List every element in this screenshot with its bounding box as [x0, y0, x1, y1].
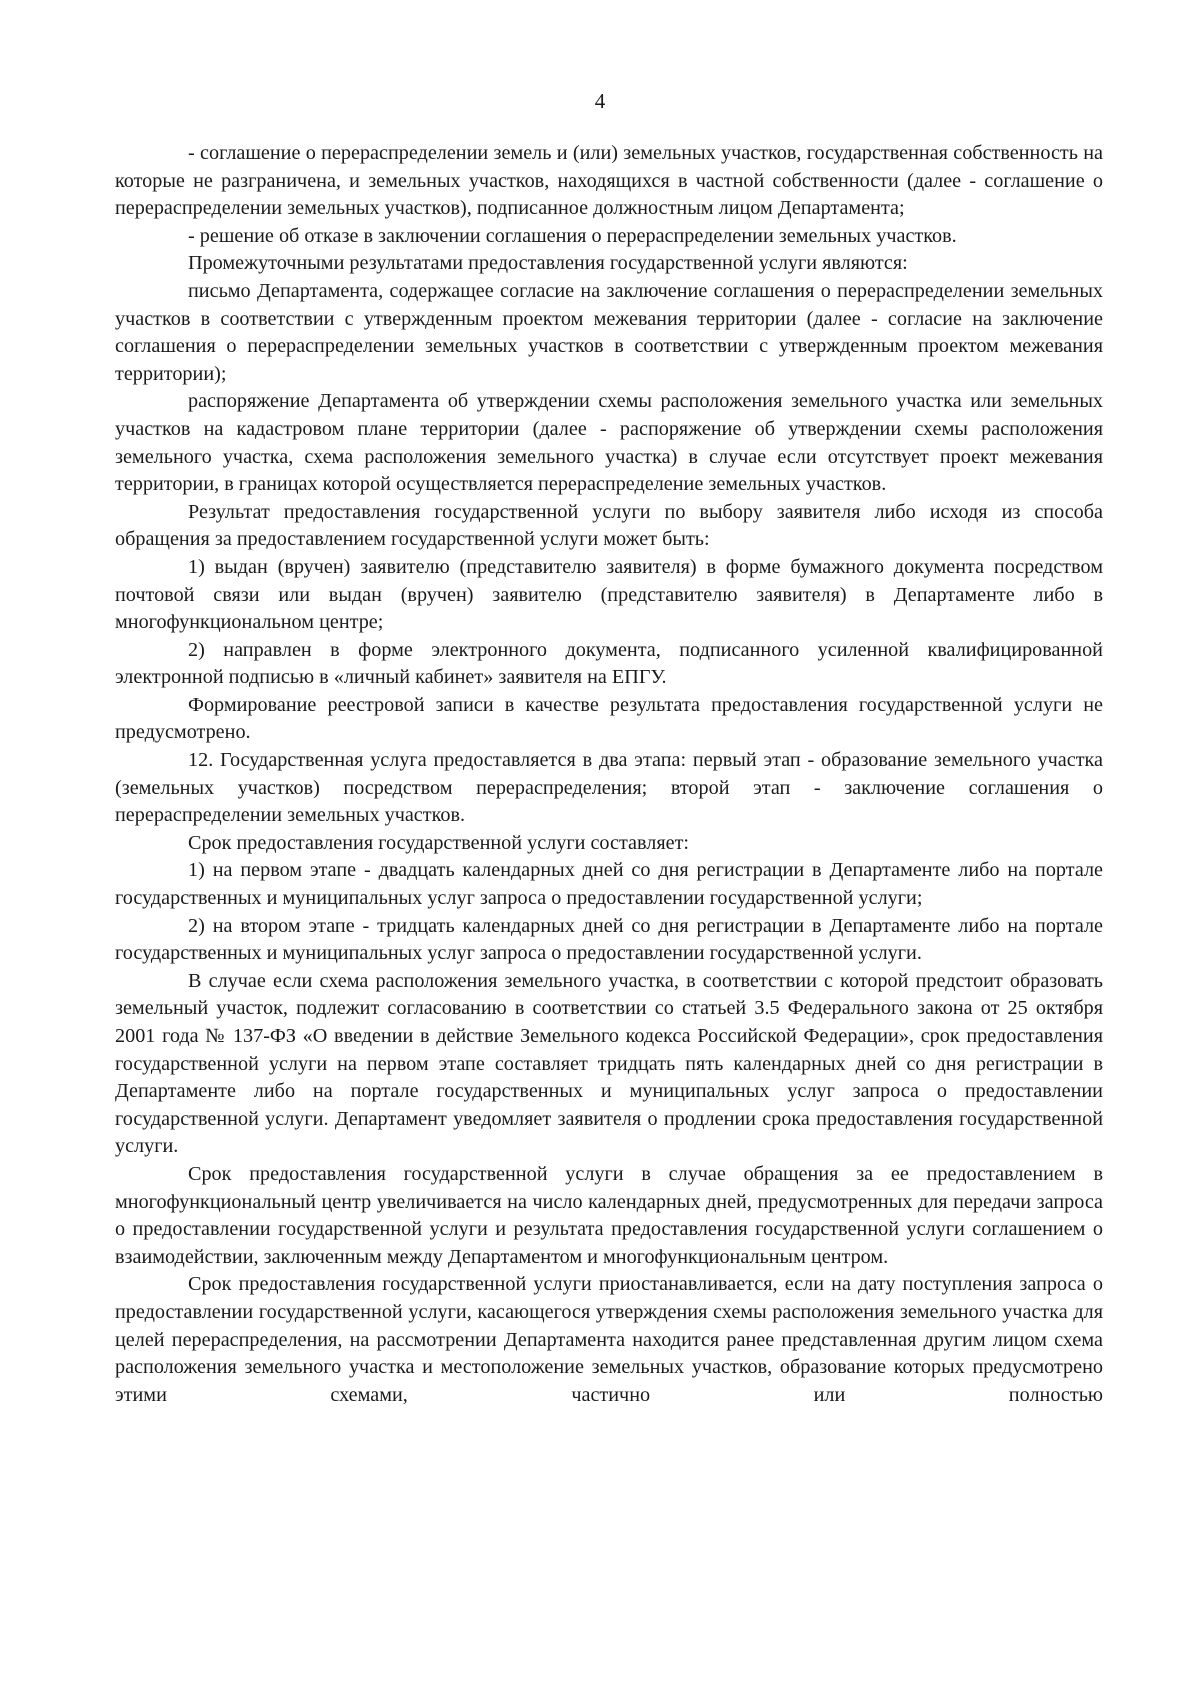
paragraph: В случае если схема расположения земельного участка, в соответствии с которой предстоит образовать земельный участок, подлежит согласованию в соответствии со статьей 3.5 Федерального закона от 25 октября 2001 года № 137-ФЗ «О введении в действие Земельного кодекса Российской Федерации», срок предоставления государственной услуги на первом этапе составляет тридцать пять календарных дней со дня регистрации в Департаменте либо на портале государственных и муниципальных услуг запроса о предоставлении государственной услуги. Департамент уведомляет заявителя о продлении срока предоставления государственной услуги. — [115, 969, 1103, 1158]
paragraph: Результат предоставления государственной услуги по выбору заявителя либо исходя из способа обращения за предоставлением государственной услуги может быть: — [115, 500, 1103, 551]
paragraph: Формирование реестровой записи в качестве результата предоставления государственной услуги не предусмотрено. — [115, 693, 1103, 744]
paragraph: 2) направлен в форме электронного документа, подписанного усиленной квалифицированной электронной подписью в «личный кабинет» заявителя на ЕПГУ. — [115, 638, 1103, 689]
document-body — [115, 140, 1103, 1409]
paragraph: 1) на первом этапе - двадцать календарных дней со дня регистрации в Департаменте либо на портале государственных и муниципальных услуг запроса о предоставлении государственной услуги; — [115, 859, 1103, 910]
paragraph: Срок предоставления государственной услуги составляет: — [188, 831, 690, 854]
paragraph: Промежуточными результатами предоставления государственной услуги являются: — [188, 252, 908, 275]
paragraph: - решение об отказе в заключении соглашения о перераспределении земельных участков. — [188, 224, 957, 247]
paragraph: 1) выдан (вручен) заявителю (представителю заявителя) в форме бумажного документа посредством почтовой связи или выдан (вручен) заявителю (представителю заявителя) в Департаменте либо в многофункциональном центре; — [115, 555, 1103, 634]
paragraph: Срок предоставления государственной услуги приостанавливается, если на дату поступления запроса о предоставлении государственной услуги, касающегося утверждения схемы расположения земельного участка для целей перераспределения, на рассмотрении Департамента находится ранее представленная другим лицом схема расположения земельного участка и местоположение земельных участков, образование которых предусмотрено этими схемами, частично или полностью — [115, 1273, 1103, 1406]
paragraph: письмо Департамента, содержащее согласие на заключение соглашения о перераспределении земельных участков в соответствии с утвержденным проектом межевания территории (далее - согласие на заключение соглашения о перераспределении земельных участков в соответствии с утвержденным проектом межевания территории); — [115, 279, 1103, 385]
page-number: 4 — [594, 89, 606, 113]
paragraph: 2) на втором этапе - тридцать календарных дней со дня регистрации в Департаменте либо на портале государственных и муниципальных услуг запроса о предоставлении государственной услуги. — [115, 914, 1103, 965]
paragraph: - соглашение о перераспределении земель и (или) земельных участков, государственная собственность на которые не разграничена, и земельных участков, находящихся в частной собственности (далее - соглашение о перераспределении земельных участков), подписанное должностным лицом Департамента; — [115, 142, 1103, 220]
paragraph: распоряжение Департамента об утверждении схемы расположения земельного участка или земельных участков на кадастровом плане территории (далее - распоряжение об утверждении схемы расположения земельного участка, схема расположения земельного участка) в случае если отсутствует проект межевания территории, в границах которой осуществляется перераспределение земельных участков. — [115, 390, 1103, 496]
paragraph: 12. Государственная услуга предоставляется в два этапа: первый этап - образование земельного участка (земельных участков) посредством перераспределения; второй этап - заключение соглашения о перераспределении земельных участков. — [115, 749, 1103, 827]
paragraph: Срок предоставления государственной услуги в случае обращения за ее предоставлением в многофункциональный центр увеличивается на число календарных дней, предусмотренных для передачи запроса о предоставлении государственной услуги и результата предоставления государственной услуги соглашением о взаимодействии, заключенным между Департаментом и многофункциональным центром. — [115, 1162, 1103, 1268]
